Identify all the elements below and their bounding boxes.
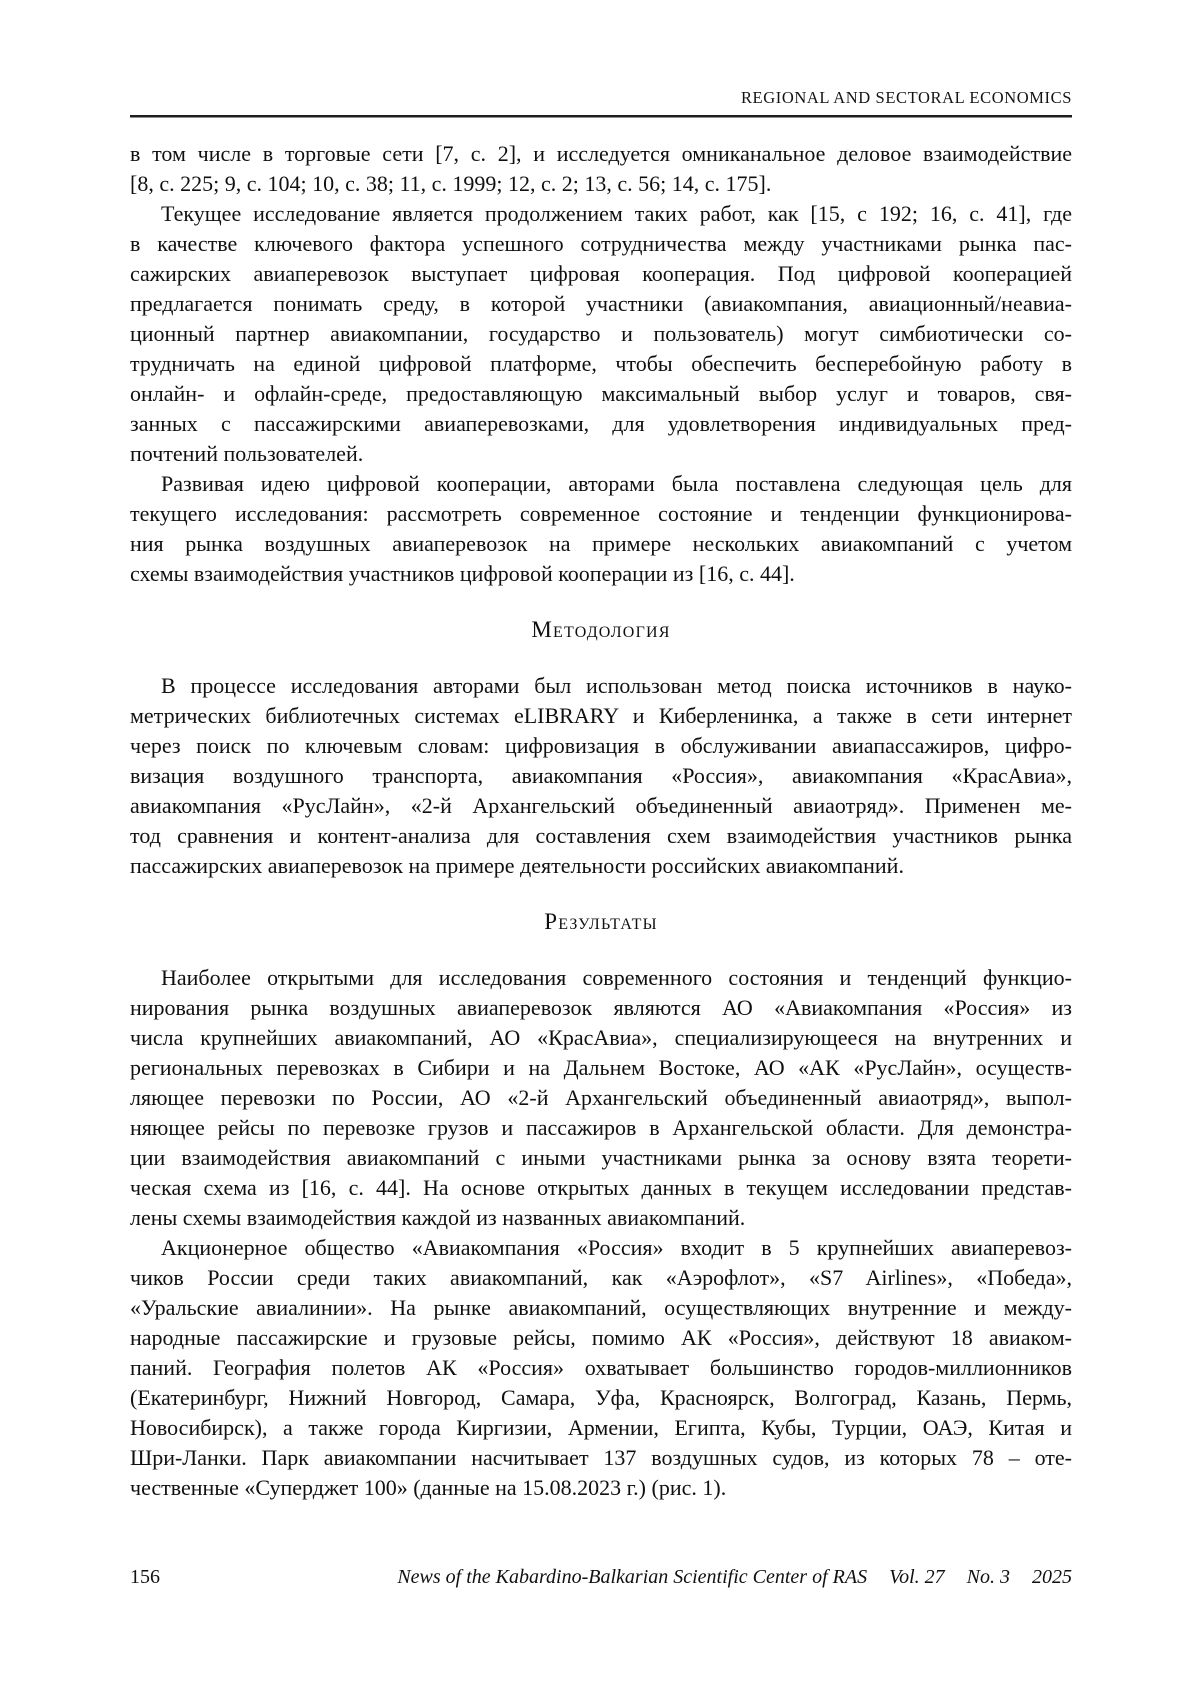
text-line: занных с пассажирскими авиаперевозками, для удовлетворения индивидуальных пред- [130,411,1072,436]
text-line: чиков России среди таких авиакомпаний, как «Аэрофлот», «S7 Airlines», «Победа», [130,1265,1072,1290]
text-line: региональных перевозках в Сибири и на Дальнем Востоке, АО «АК «РусЛайн», осуществ- [130,1055,1072,1080]
text-line: авиакомпания «РусЛайн», «2-й Архангельский объединенный авиаотряд». Применен ме- [130,793,1072,818]
text-line: ния рынка воздушных авиаперевозок на примере нескольких авиакомпаний с учетом [130,531,1072,556]
text-line: (Екатеринбург, Нижний Новгород, Самара, Уфа, Красноярск, Волгоград, Казань, Пермь, [130,1385,1072,1410]
text-line: Шри-Ланки. Парк авиакомпании насчитывает 137 воздушных судов, из которых 78 – оте- [130,1445,1072,1470]
text-line: текущего исследования: рассмотреть современное состояние и тенденции функционирова- [130,501,1072,526]
paragraph [130,1233,1072,1503]
text-line: ции взаимодействия авиакомпаний с иными участниками рынка за основу взята теорети- [130,1145,1072,1170]
text-line: ляющее перевозки по России, АО «2-й Архангельский объединенный авиаотряд», выпол- [130,1085,1072,1110]
text-line: Акционерное общество «Авиакомпания «Россия» входит в 5 крупнейших авиаперевоз- [161,1235,1072,1260]
text-line: Текущее исследование является продолжением таких работ, как [15, с 192; 16, с. 41], где [161,201,1072,226]
page-footer [130,1566,1072,1589]
text-line: народные пассажирские и грузовые рейсы, помимо АК «Россия», действуют 18 авиаком- [130,1325,1072,1350]
text-line: Развивая идею цифровой кооперации, авторами была поставлена следующая цель для [161,471,1072,496]
text-line: паний. География полетов АК «Россия» охватывает большинство городов-миллионников [130,1355,1072,1380]
journal-reference [397,1566,1072,1589]
paragraph [130,671,1072,881]
page-content [130,88,1072,1503]
text-line: чественные «Суперджет 100» (данные на 15.08.2023 г.) (рис. 1). [130,1475,727,1500]
text-line: тод сравнения и контент-анализа для составления схем взаимодействия участников рынка [130,823,1072,848]
header-rule [130,115,1072,118]
paragraph [130,199,1072,469]
text-line: Новосибирск), а также города Киргизии, Армении, Египта, Кубы, Турции, ОАЭ, Китая и [130,1415,1072,1440]
text-line: в том числе в торговые сети [7, с. 2], и исследуется омниканальное деловое взаимодействие [130,141,1072,166]
journal-volume: Vol. 27 [889,1566,945,1588]
paragraph [130,469,1072,589]
text-line: ционный партнер авиакомпании, государство и пользователь) могут симбиотически со- [130,321,1072,346]
text-line: схемы взаимодействия участников цифровой кооперации из [16, с. 44]. [130,561,795,586]
text-line: няющее рейсы по перевозке грузов и пассажиров в Архангельской области. Для демонстра- [130,1115,1072,1140]
text-line: визация воздушного транспорта, авиакомпания «Россия», авиакомпания «КрасАвиа», [130,763,1072,788]
text-line: сажирских авиаперевозок выступает цифровая кооперация. Под цифровой кооперацией [130,261,1072,286]
section-heading: Результаты [544,909,658,934]
text-line: ческая схема из [16, с. 44]. На основе открытых данных в текущем исследовании представ- [130,1175,1072,1200]
section-heading: Методология [531,617,671,642]
journal-title: News of the Kabardino-Balkarian Scientific Center of RAS [397,1566,868,1588]
text-line: Наиболее открытыми для исследования современного состояния и тенденций функцио- [161,965,1072,990]
text-line: «Уральские авиалинии». На рынке авиакомпаний, осуществляющих внутренние и между- [130,1295,1072,1320]
journal-year: 2025 [1032,1566,1072,1588]
text-line: почтений пользователей. [130,441,364,466]
text-line: в качестве ключевого фактора успешного сотрудничества между участниками рынка пас- [130,231,1072,256]
text-line: через поиск по ключевым словам: цифровизация в обслуживании авиапассажиров, цифро- [130,733,1072,758]
text-line: [8, с. 225; 9, с. 104; 10, с. 38; 11, с. 1999; 12, с. 2; 13, с. 56; 14, с. 175]. [130,171,772,196]
page-number: 156 [130,1566,160,1588]
text-line: В процессе исследования авторами был использован метод поиска источников в науко- [161,673,1072,698]
text-line: предлагается понимать среду, в которой участники (авиакомпания, авиационный/неавиа- [130,291,1072,316]
text-line: трудничать на единой цифровой платформе, чтобы обеспечить бесперебойную работу в [130,351,1072,376]
paragraph [130,963,1072,1233]
text-line: нирования рынка воздушных авиаперевозок являются АО «Авиакомпания «Россия» из [130,995,1072,1020]
paragraph [130,139,1072,199]
journal-issue: No. 3 [966,1566,1010,1588]
text-line: числа крупнейших авиакомпаний, АО «КрасАвиа», специализирующееся на внутренних и [130,1025,1072,1050]
text-line: пассажирских авиаперевозок на примере деятельности российских авиакомпаний. [130,853,904,878]
running-head: REGIONAL AND SECTORAL ECONOMICS [740,88,1072,107]
text-line: лены схемы взаимодействия каждой из названных авиакомпаний. [130,1205,746,1230]
article-body [130,139,1072,1503]
text-line: онлайн- и офлайн-среде, предоставляющую максимальный выбор услуг и товаров, свя- [130,381,1072,406]
text-line: метрических библиотечных системах eLIBRARY и Киберленинка, а также в сети интернет [130,703,1072,728]
